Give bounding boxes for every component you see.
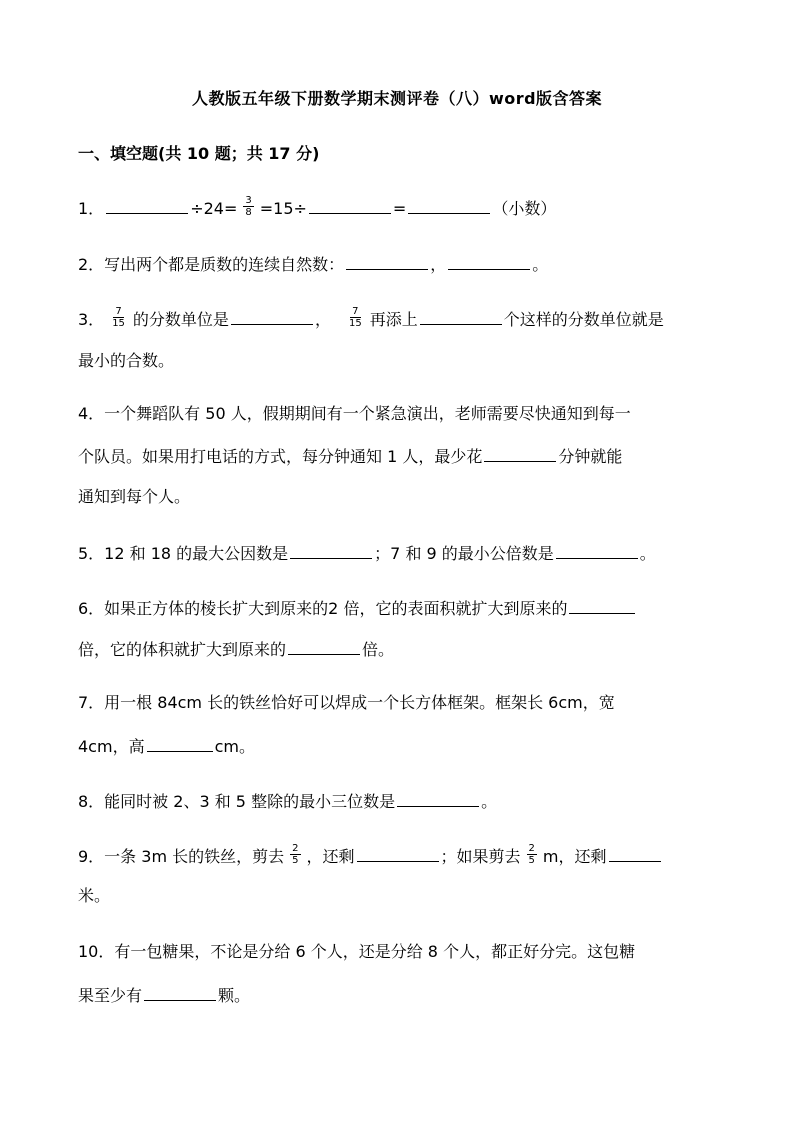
question-text: 的分数单位是 bbox=[132, 310, 229, 329]
question-text: 倍。 bbox=[362, 640, 395, 659]
answer-blank[interactable] bbox=[288, 636, 360, 655]
question-text: 颗。 bbox=[218, 986, 251, 1005]
question-text: ÷24= bbox=[190, 199, 238, 218]
question-text: 分钟就能 bbox=[558, 447, 623, 466]
question-text: 6．如果正方体的棱长扩大到原来的2 倍，它的表面积就扩大到原来的 bbox=[78, 599, 568, 618]
answer-blank[interactable] bbox=[448, 251, 530, 270]
fraction bbox=[243, 195, 253, 218]
question-2 bbox=[78, 251, 548, 275]
question-text: 。 bbox=[532, 255, 549, 274]
question-3-line-2: 最小的合数。 bbox=[78, 351, 175, 370]
question-9 bbox=[78, 843, 663, 867]
question-1 bbox=[78, 195, 556, 219]
answer-blank[interactable] bbox=[556, 540, 638, 559]
question-4-line-2 bbox=[78, 443, 622, 467]
question-7-line-1: 7．用一根 84cm 长的铁丝恰好可以焊成一个长方体框架。框架长 6cm，宽 bbox=[78, 693, 615, 712]
fraction bbox=[110, 306, 127, 329]
question-text: 个队员。如果用打电话的方式，每分钟通知 1 人，最少花 bbox=[78, 447, 483, 466]
question-text: = bbox=[392, 199, 407, 218]
fraction-numerator: 2 bbox=[528, 843, 535, 854]
answer-blank[interactable] bbox=[484, 443, 556, 462]
question-text: 。 bbox=[481, 792, 498, 811]
fraction-denominator: 5 bbox=[528, 855, 535, 866]
question-text: 倍，它的体积就扩大到原来的 bbox=[78, 640, 287, 659]
answer-blank[interactable] bbox=[309, 195, 391, 214]
question-number: 1． bbox=[78, 199, 105, 218]
question-6-line-1 bbox=[78, 595, 637, 619]
question-10-line-2 bbox=[78, 982, 250, 1006]
question-number: 3． bbox=[78, 310, 105, 329]
fraction-denominator: 8 bbox=[245, 207, 252, 218]
question-text: 果至少有 bbox=[78, 986, 143, 1005]
answer-blank[interactable] bbox=[569, 595, 635, 614]
question-text: 个这样的分数单位就是 bbox=[503, 310, 664, 329]
fraction-numerator: 7 bbox=[115, 306, 122, 317]
answer-blank[interactable] bbox=[420, 306, 502, 325]
section-heading: 一、填空题(共 10 题；共 17 分) bbox=[78, 144, 320, 163]
question-4-line-1: 4．一个舞蹈队有 50 人，假期期间有一个紧急演出，老师需要尽快通知到每一 bbox=[78, 404, 631, 423]
fraction-numerator: 3 bbox=[245, 195, 252, 206]
answer-blank[interactable] bbox=[346, 251, 428, 270]
fraction bbox=[527, 843, 537, 866]
question-text: ；7 和 9 的最小公倍数是 bbox=[374, 544, 554, 563]
question-text: 4cm，高 bbox=[78, 737, 145, 756]
question-text: 5．12 和 18 的最大公因数是 bbox=[78, 544, 289, 563]
question-3 bbox=[78, 306, 664, 330]
answer-blank[interactable] bbox=[397, 788, 479, 807]
answer-blank[interactable] bbox=[106, 195, 188, 214]
answer-blank[interactable] bbox=[408, 195, 490, 214]
answer-blank[interactable] bbox=[147, 733, 213, 752]
question-4-line-3: 通知到每个人。 bbox=[78, 487, 191, 506]
answer-blank[interactable] bbox=[357, 843, 439, 862]
question-text: 。 bbox=[639, 544, 656, 563]
question-6-line-2 bbox=[78, 636, 394, 660]
question-text: 再添上 bbox=[369, 310, 418, 329]
question-text: cm。 bbox=[214, 737, 255, 756]
question-text: ， bbox=[314, 310, 331, 329]
question-9-line-2: 米。 bbox=[78, 886, 111, 905]
fraction bbox=[290, 843, 300, 866]
fraction-denominator: 5 bbox=[292, 855, 299, 866]
question-text: m，还剩 bbox=[542, 847, 607, 866]
question-5 bbox=[78, 540, 656, 564]
question-text: ，还剩 bbox=[306, 847, 355, 866]
fraction-numerator: 7 bbox=[352, 306, 359, 317]
answer-blank[interactable] bbox=[231, 306, 313, 325]
fraction bbox=[347, 306, 364, 329]
question-text: =15÷ bbox=[259, 199, 307, 218]
question-10-line-1: 10．有一包糖果，不论是分给 6 个人，还是分给 8 个人，都正好分完。这包糖 bbox=[78, 942, 636, 961]
answer-blank[interactable] bbox=[609, 843, 661, 862]
question-text: 8．能同时被 2、3 和 5 整除的最小三位数是 bbox=[78, 792, 396, 811]
question-8 bbox=[78, 788, 497, 812]
answer-blank[interactable] bbox=[144, 982, 216, 1001]
fraction-denominator: 15 bbox=[112, 318, 125, 329]
answer-blank[interactable] bbox=[290, 540, 372, 559]
question-text: 2．写出两个都是质数的连续自然数： bbox=[78, 255, 345, 274]
question-text: ， bbox=[430, 255, 447, 274]
question-7-line-2 bbox=[78, 733, 255, 757]
fraction-denominator: 15 bbox=[348, 318, 362, 329]
question-text: （小数） bbox=[492, 199, 557, 218]
document-title: 人教版五年级下册数学期末测评卷（八）word版含答案 bbox=[191, 89, 603, 108]
question-text: ；如果剪去 bbox=[440, 847, 521, 866]
question-text: 9．一条 3m 长的铁丝，剪去 bbox=[78, 847, 285, 866]
fraction-numerator: 2 bbox=[292, 843, 299, 854]
